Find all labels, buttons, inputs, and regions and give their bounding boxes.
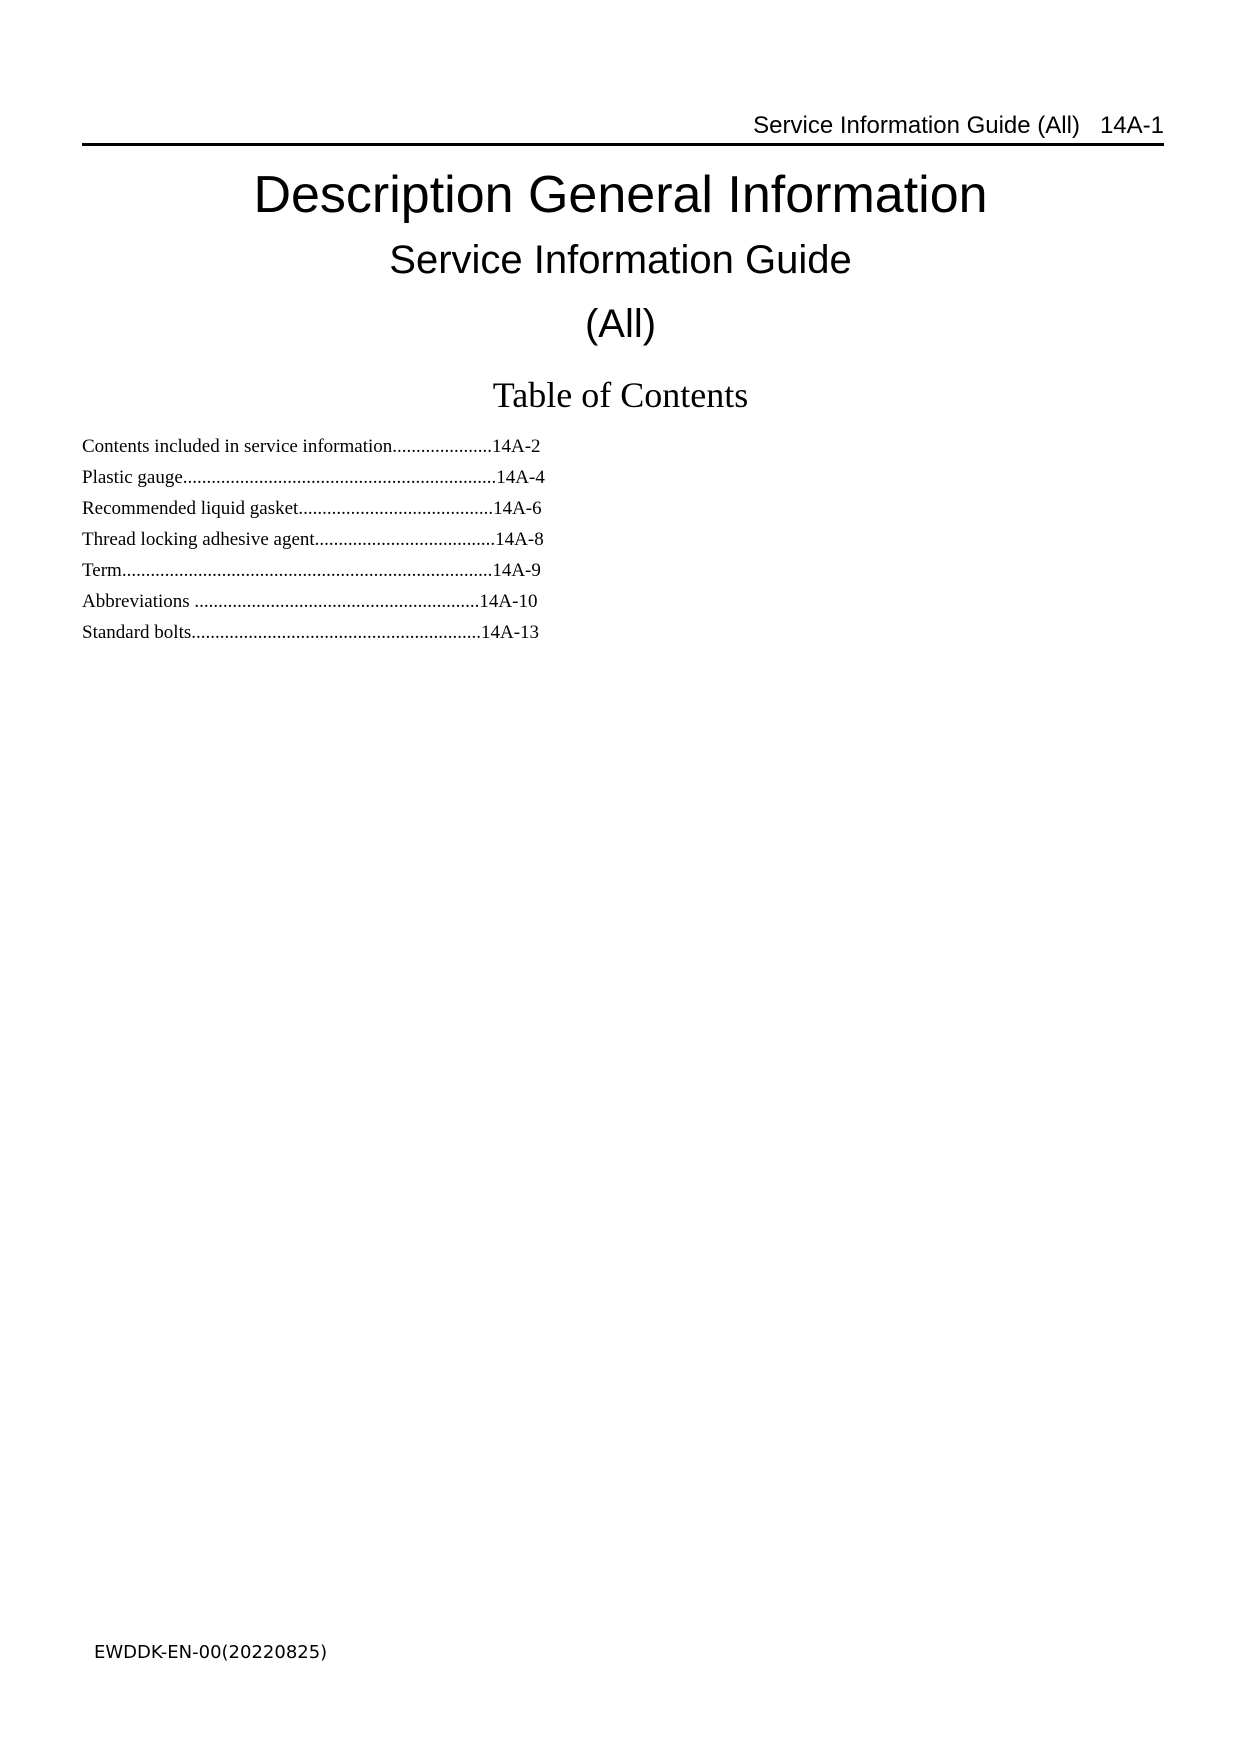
toc-entry-contents-included[interactable]: Contents included in service information.....................14A-2: [82, 436, 541, 457]
toc-entry-term[interactable]: Term..............................................................................14A-9: [82, 560, 541, 581]
toc-entry-standard-bolts[interactable]: Standard bolts.............................................................14A-13: [82, 622, 540, 643]
toc-entry-plastic-gauge[interactable]: Plastic gauge..................................................................14A-4: [82, 467, 545, 488]
page-subtitle-line1: Service Information Guide: [389, 238, 852, 282]
page-subtitle-line2: (All): [584, 302, 657, 346]
running-header: Service Information Guide (All) 14A-1: [753, 112, 1164, 139]
toc-entry-liquid-gasket[interactable]: Recommended liquid gasket.........................................14A-6: [82, 498, 542, 519]
toc-list: [82, 431, 592, 648]
toc-heading: Table of Contents: [492, 375, 749, 415]
toc-entry-thread-locking[interactable]: Thread locking adhesive agent......................................14A-8: [82, 529, 544, 550]
page-title: Description General Information: [253, 166, 988, 224]
document-code: EWDDK-EN-00(20220825): [94, 1642, 328, 1663]
toc-entry-abbreviations[interactable]: Abbreviations ............................................................14A-10: [82, 591, 538, 612]
header-rule: [82, 143, 1164, 146]
